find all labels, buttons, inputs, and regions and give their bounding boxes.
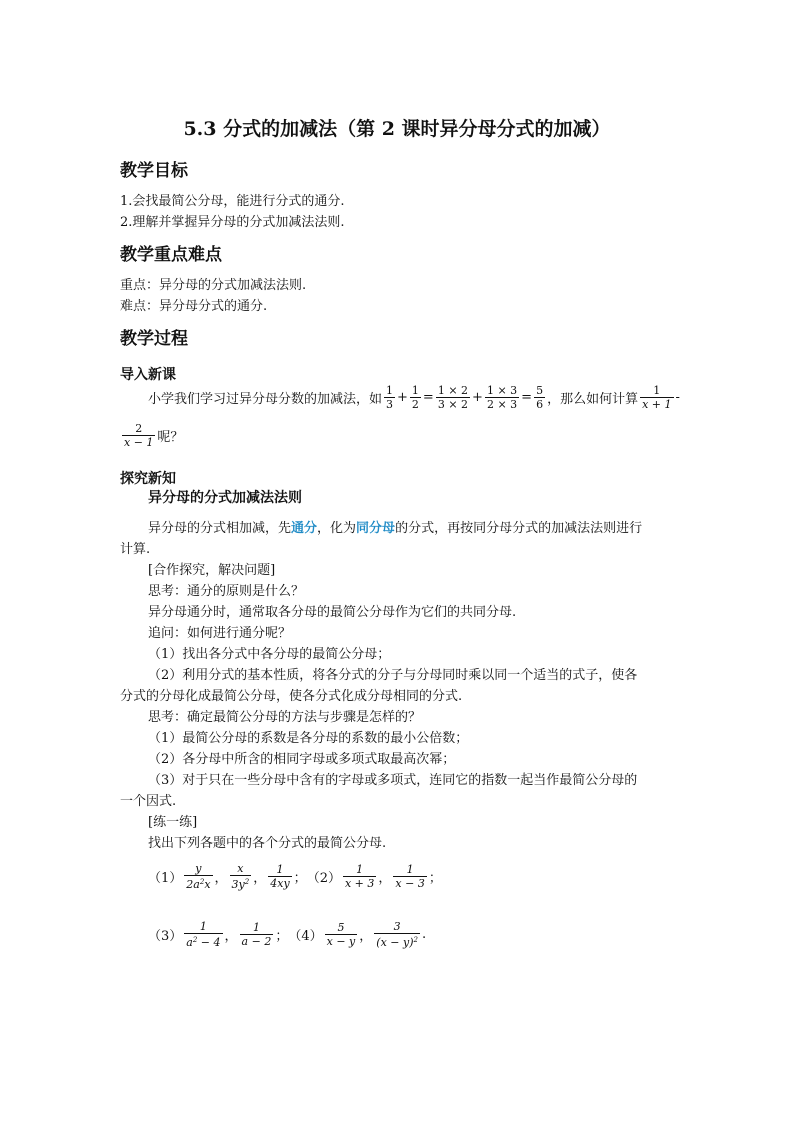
fraction [230,862,252,891]
denominator: x + 3 [344,877,375,890]
comma: ， [224,929,238,944]
intro-text-b: ，那么如何计算 [547,392,639,407]
plus-sign: + [397,390,408,405]
goal-1: 1.会找最简公分母，能进行分式的通分. [120,194,345,209]
intro-heading: 导入新课 [120,367,176,383]
fraction [534,384,545,411]
den-part: 3y [231,878,245,891]
denominator: x − 1 [124,436,154,449]
den-part: x [204,878,211,891]
numerator: 1 [252,921,260,934]
numerator: x [237,862,244,875]
coop-label: [合作探究，解决问题] [148,563,276,578]
numerator: 1 [356,863,364,876]
fraction [325,921,358,948]
den-part: − 4 [197,936,221,949]
practice-task: 找出下列各题中的各个分式的最简公分母. [148,836,387,851]
numerator: 5 [337,921,345,934]
rule-text-a: 异分母的分式相加减，先 [148,521,292,536]
page-title: 5.3 分式的加减法（第 2 课时异分母分式的加减） [183,118,611,140]
period: . [421,927,427,942]
denominator: 4xy [270,877,290,890]
denominator: 2 [411,398,419,411]
fraction [393,863,426,890]
denominator [184,933,222,949]
numerator: 2 [135,422,143,435]
method-1: （1）最简公分母的系数是各分母的系数的最小公倍数； [148,731,469,746]
fraction [384,384,395,411]
exercise-label-3: （3） [148,929,183,944]
numerator: 1 × 2 [437,384,469,397]
denominator: 3 [386,398,394,411]
denominator: 6 [536,398,544,411]
intro-paragraph [148,384,680,411]
comma: ， [253,871,267,886]
method-3a: （3）对于只在一些分母中含有的字母或多项式，连同它的指数一起当作最简公分母的 [148,773,638,788]
numerator: 1 [276,863,284,876]
exponent: 2 [192,936,198,944]
method-2: （2）各分母中所含的相同字母或多项式取最高次幂； [148,752,456,767]
highlight-tongfen: 通分 [291,521,318,536]
exercise-label-4: （4） [288,929,323,944]
rule-line-1 [148,517,642,536]
semicolon: ； [275,929,289,944]
intro-text-c: 呢？ [157,430,184,445]
ask: 追问：如何进行通分呢？ [148,626,292,641]
highlight-tongfenmu: 同分母 [356,521,396,536]
fraction [240,921,274,948]
numerator: 1 [653,384,661,397]
goal-2: 2.理解并掌握异分母的分式加减法法则. [120,215,345,230]
rule-line-2: 计算. [120,542,151,557]
exponent: 2 [244,878,250,886]
denominator [184,875,212,891]
numerator: 1 [406,863,414,876]
intro-paragraph-cont [120,422,183,449]
keypoints-heading: 教学重点难点 [120,245,222,265]
numerator: 3 [393,920,401,933]
semicolon: ； [428,871,442,886]
denominator: a − 2 [241,935,272,948]
numerator: y [195,862,202,875]
fraction [268,863,291,890]
equals-sign: = [422,390,434,405]
step-2b: 分式的分母化成最简公分母，使各分式化成分母相同的分式. [120,689,463,704]
exponent: 2 [413,936,418,944]
numerator: 1 [199,920,207,933]
think-2: 思考：确定最简公分母的方法与步骤是怎样的？ [148,710,422,725]
answer-1: 异分母通分时，通常取各分母的最简公分母作为它们的共同分母. [148,605,517,620]
denominator: x + 1 [642,398,672,411]
fraction [184,920,222,949]
numerator: 1 [411,384,419,397]
step-1: （1）找出各分式中各分母的最简公分母； [148,647,391,662]
denominator [374,933,420,949]
difficult-point: 难点：异分母分式的通分. [120,299,268,314]
fraction [640,384,673,411]
semicolon: ； [293,871,307,886]
goals-heading: 教学目标 [120,161,188,181]
fraction [410,384,421,411]
exponent: 2 [199,878,205,886]
exercise-label-1: （1） [148,871,183,886]
key-point: 重点：异分母的分式加减法法则. [120,278,307,293]
denominator: x − y [326,935,356,948]
numerator: 1 × 3 [486,384,518,397]
fraction [184,862,212,891]
den-part: (x − y) [376,936,414,949]
fraction [485,384,519,411]
intro-text-a: 小学我们学习过异分母分数的加减法，如 [148,392,383,407]
comma: ， [214,871,228,886]
numerator: 1 [386,384,394,397]
method-3b: 一个因式. [120,794,177,809]
plus-sign: + [472,390,483,405]
practice-label: [练一练] [148,815,198,830]
denominator: 2 × 3 [486,398,518,411]
think-1: 思考：通分的原则是什么？ [148,584,305,599]
denominator [230,875,252,891]
den-part: 2a [186,878,200,891]
denominator: x − 3 [395,877,425,890]
fraction [343,863,376,890]
numerator: 5 [536,384,544,397]
comma: ， [378,871,392,886]
fraction [436,384,470,411]
exercise-label-2: （2） [306,871,341,886]
den-part: a [186,936,193,949]
explore-subheading: 异分母的分式加减法法则 [148,490,302,506]
equals-sign: = [521,390,533,405]
rule-text-c: 的分式，再按同分母分式的加减法法则进行 [395,521,643,536]
fraction [374,920,420,949]
exercise-row-2 [148,920,426,949]
denominator: 3 × 2 [437,398,469,411]
rule-text-b: ，化为 [317,521,357,536]
minus-sign: - [675,390,680,405]
process-heading: 教学过程 [120,329,188,349]
comma: ， [359,929,373,944]
step-2a: （2）利用分式的基本性质，将各分式的分子与分母同时乘以同一个适当的式子，使各 [148,668,638,683]
fraction [122,422,155,449]
exercise-row-1 [148,862,442,891]
explore-heading: 探究新知 [120,471,176,487]
